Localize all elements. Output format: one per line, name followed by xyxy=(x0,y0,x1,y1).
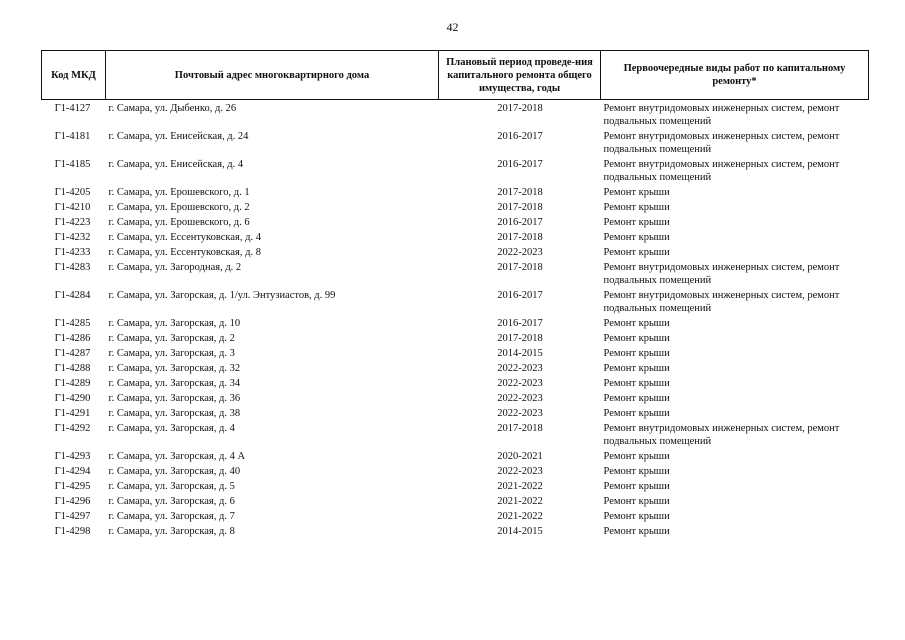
cell-code: Г1-4288 xyxy=(54,363,91,374)
cell-period: 2022-2023 xyxy=(497,247,543,258)
table-row xyxy=(42,479,869,494)
cell-period: 2016-2017 xyxy=(497,318,543,329)
cell-works: Ремонт крыши xyxy=(603,363,670,374)
cell-code: Г1-4210 xyxy=(54,202,91,213)
cell-works: Ремонт крыши xyxy=(603,393,670,404)
table-row xyxy=(42,260,869,288)
cell-code: Г1-4292 xyxy=(54,423,91,434)
table-row xyxy=(42,185,869,200)
cell-period: 2017-2018 xyxy=(497,262,543,273)
cell-code: Г1-4290 xyxy=(54,393,91,404)
cell-address: г. Самара, ул. Ерошевского, д. 2 xyxy=(108,202,250,213)
cell-period: 2020-2021 xyxy=(497,451,543,462)
cell-works: Ремонт внутридомовых инженерных систем, ремонт подвальных помещений xyxy=(603,159,840,183)
cell-period: 2017-2018 xyxy=(497,202,543,213)
cell-period: 2016-2017 xyxy=(497,159,543,170)
cell-period: 2022-2023 xyxy=(497,393,543,404)
cell-period: 2022-2023 xyxy=(497,408,543,419)
table-row xyxy=(42,464,869,479)
cell-works: Ремонт крыши xyxy=(603,187,670,198)
cell-address: г. Самара, ул. Загорская, д. 3 xyxy=(108,348,235,359)
cell-period: 2021-2022 xyxy=(497,496,543,507)
cell-address: г. Самара, ул. Загорская, д. 4 А xyxy=(108,451,246,462)
page-number: 42 xyxy=(446,20,459,34)
cell-works: Ремонт крыши xyxy=(603,481,670,492)
cell-period: 2016-2017 xyxy=(497,131,543,142)
table-row xyxy=(42,100,869,130)
cell-works: Ремонт крыши xyxy=(603,217,670,228)
table-row xyxy=(42,200,869,215)
cell-period: 2016-2017 xyxy=(497,217,543,228)
cell-code: Г1-4296 xyxy=(54,496,91,507)
table-row xyxy=(42,391,869,406)
table-row xyxy=(42,449,869,464)
cell-address: г. Самара, ул. Ессентуковская, д. 8 xyxy=(108,247,261,258)
cell-code: Г1-4291 xyxy=(54,408,91,419)
header-code: Код МКД xyxy=(42,51,106,100)
table-row xyxy=(42,376,869,391)
header-address: Почтовый адрес многоквартирного дома xyxy=(106,51,439,100)
table-header-row xyxy=(42,51,869,100)
cell-period: 2022-2023 xyxy=(497,378,543,389)
capital-repair-table xyxy=(41,50,869,539)
cell-period: 2017-2018 xyxy=(497,187,543,198)
cell-address: г. Самара, ул. Загорская, д. 38 xyxy=(108,408,241,419)
cell-code: Г1-4289 xyxy=(54,378,91,389)
cell-works: Ремонт внутридомовых инженерных систем, ремонт подвальных помещений xyxy=(603,131,840,155)
cell-works: Ремонт крыши xyxy=(603,451,670,462)
cell-period: 2014-2015 xyxy=(497,348,543,359)
cell-code: Г1-4223 xyxy=(54,217,91,228)
cell-address: г. Самара, ул. Загорская, д. 40 xyxy=(108,466,241,477)
cell-period: 2017-2018 xyxy=(497,232,543,243)
cell-code: Г1-4284 xyxy=(54,290,91,301)
table-row xyxy=(42,288,869,316)
cell-address: г. Самара, ул. Енисейская, д. 24 xyxy=(108,131,249,142)
cell-works: Ремонт крыши xyxy=(603,348,670,359)
cell-code: Г1-4298 xyxy=(54,526,91,537)
cell-address: г. Самара, ул. Загорская, д. 5 xyxy=(108,481,235,492)
cell-works: Ремонт крыши xyxy=(603,496,670,507)
cell-period: 2022-2023 xyxy=(497,363,543,374)
cell-address: г. Самара, ул. Загорская, д. 36 xyxy=(108,393,241,404)
table-row xyxy=(42,129,869,157)
cell-works: Ремонт крыши xyxy=(603,333,670,344)
cell-works: Ремонт внутридомовых инженерных систем, ремонт подвальных помещений xyxy=(603,103,840,127)
cell-code: Г1-4181 xyxy=(54,131,91,142)
cell-address: г. Самара, ул. Загорская, д. 4 xyxy=(108,423,235,434)
cell-code: Г1-4232 xyxy=(54,232,91,243)
table-row xyxy=(42,157,869,185)
cell-code: Г1-4286 xyxy=(54,333,91,344)
table-row xyxy=(42,215,869,230)
cell-address: г. Самара, ул. Загородная, д. 2 xyxy=(108,262,242,273)
cell-address: г. Самара, ул. Загорская, д. 1/ул. Энтузиастов, д. 99 xyxy=(108,290,336,301)
cell-address: г. Самара, ул. Загорская, д. 6 xyxy=(108,496,235,507)
cell-address: г. Самара, ул. Ессентуковская, д. 4 xyxy=(108,232,261,243)
cell-period: 2017-2018 xyxy=(497,103,543,114)
cell-code: Г1-4287 xyxy=(54,348,91,359)
cell-code: Г1-4233 xyxy=(54,247,91,258)
table-row xyxy=(42,406,869,421)
cell-address: г. Самара, ул. Ерошевского, д. 6 xyxy=(108,217,250,228)
cell-address: г. Самара, ул. Загорская, д. 10 xyxy=(108,318,241,329)
table-row xyxy=(42,331,869,346)
header-period: Плановый период проведе-ния капитального ремонта общего имущества, годы xyxy=(439,51,601,100)
header-works: Первоочередные виды работ по капитальному ремонту* xyxy=(601,51,869,100)
table-row xyxy=(42,316,869,331)
cell-period: 2021-2022 xyxy=(497,481,543,492)
cell-works: Ремонт внутридомовых инженерных систем, ремонт подвальных помещений xyxy=(603,262,840,286)
cell-code: Г1-4185 xyxy=(54,159,91,170)
cell-period: 2016-2017 xyxy=(497,290,543,301)
cell-address: г. Самара, ул. Енисейская, д. 4 xyxy=(108,159,244,170)
cell-address: г. Самара, ул. Загорская, д. 8 xyxy=(108,526,235,537)
cell-works: Ремонт крыши xyxy=(603,526,670,537)
cell-period: 2017-2018 xyxy=(497,423,543,434)
cell-period: 2017-2018 xyxy=(497,333,543,344)
table-row xyxy=(42,361,869,376)
table-row xyxy=(42,494,869,509)
cell-code: Г1-4293 xyxy=(54,451,91,462)
cell-code: Г1-4285 xyxy=(54,318,91,329)
table-row xyxy=(42,230,869,245)
table-row xyxy=(42,346,869,361)
cell-code: Г1-4295 xyxy=(54,481,91,492)
table-row xyxy=(42,421,869,449)
cell-works: Ремонт крыши xyxy=(603,202,670,213)
cell-code: Г1-4205 xyxy=(54,187,91,198)
cell-code: Г1-4283 xyxy=(54,262,91,273)
cell-code: Г1-4127 xyxy=(54,103,91,114)
cell-code: Г1-4297 xyxy=(54,511,91,522)
cell-works: Ремонт крыши xyxy=(603,378,670,389)
table-row xyxy=(42,524,869,539)
cell-address: г. Самара, ул. Дыбенко, д. 26 xyxy=(108,103,237,114)
cell-address: г. Самара, ул. Ерошевского, д. 1 xyxy=(108,187,250,198)
cell-period: 2014-2015 xyxy=(497,526,543,537)
cell-address: г. Самара, ул. Загорская, д. 32 xyxy=(108,363,241,374)
cell-period: 2022-2023 xyxy=(497,466,543,477)
cell-works: Ремонт внутридомовых инженерных систем, ремонт подвальных помещений xyxy=(603,290,840,314)
cell-address: г. Самара, ул. Загорская, д. 34 xyxy=(108,378,241,389)
cell-works: Ремонт крыши xyxy=(603,247,670,258)
cell-works: Ремонт внутридомовых инженерных систем, ремонт подвальных помещений xyxy=(603,423,840,447)
cell-works: Ремонт крыши xyxy=(603,318,670,329)
table-row xyxy=(42,509,869,524)
cell-address: г. Самара, ул. Загорская, д. 2 xyxy=(108,333,235,344)
table-row xyxy=(42,245,869,260)
cell-code: Г1-4294 xyxy=(54,466,91,477)
cell-address: г. Самара, ул. Загорская, д. 7 xyxy=(108,511,235,522)
cell-works: Ремонт крыши xyxy=(603,232,670,243)
cell-works: Ремонт крыши xyxy=(603,466,670,477)
cell-works: Ремонт крыши xyxy=(603,408,670,419)
cell-works: Ремонт крыши xyxy=(603,511,670,522)
cell-period: 2021-2022 xyxy=(497,511,543,522)
